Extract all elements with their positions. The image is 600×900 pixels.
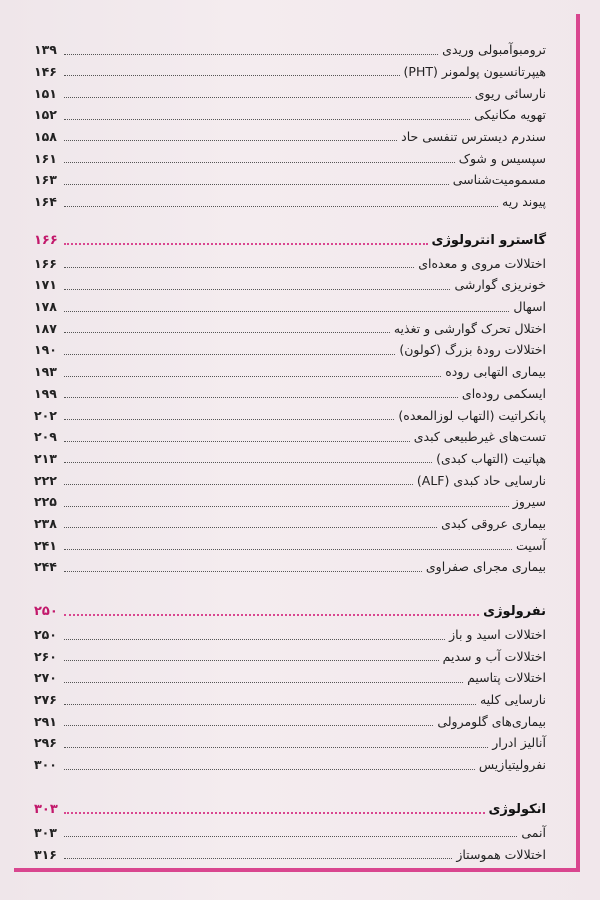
toc-entry[interactable] — [34, 360, 546, 382]
entry-title: نارسایی کلیه — [479, 692, 546, 708]
toc-entry[interactable] — [34, 252, 546, 274]
entry-page-number: ۱۵۱ — [34, 85, 57, 101]
toc-entry[interactable] — [34, 103, 546, 125]
dot-leader — [64, 354, 395, 355]
dot-leader — [64, 206, 498, 207]
entry-page-number: ۲۲۲ — [34, 472, 57, 488]
entry-page-number: ۱۳۹ — [34, 42, 57, 58]
dot-leader — [64, 527, 437, 528]
entry-page-number: ۱۵۸ — [34, 128, 57, 144]
entry-title: سپسیس و شوک — [458, 150, 546, 166]
entry-title: اختلالات مروی و معده‌ای — [418, 255, 546, 271]
toc-entry[interactable] — [34, 403, 546, 425]
section-heading — [34, 793, 546, 821]
dot-leader — [64, 660, 439, 661]
entry-title: آنمی — [521, 824, 546, 840]
entry-title: اختلالات اسید و باز — [449, 627, 546, 642]
entry-title: بیماری عروقی کبدی — [441, 515, 546, 531]
toc-entry[interactable] — [34, 512, 546, 534]
dot-leader — [64, 571, 422, 572]
toc-entry[interactable] — [34, 38, 546, 60]
entry-page-number: ۲۹۶ — [34, 735, 57, 751]
entry-title: پانکراتیت (التهاب لوزالمعده) — [398, 407, 546, 423]
entry-page-number: ۲۷۰ — [34, 670, 57, 686]
toc-entry[interactable] — [34, 125, 546, 147]
toc-entry[interactable] — [34, 382, 546, 404]
toc-entry[interactable] — [34, 688, 546, 710]
entry-page-number: ۳۰۰ — [34, 757, 57, 773]
section-spacer — [34, 212, 546, 224]
entry-page-number: ۱۶۴ — [34, 194, 57, 209]
dot-leader — [64, 484, 413, 485]
entry-title: اختلال تحرک گوارشی و تغذیه — [393, 320, 546, 336]
entry-title: بیماری التهابی روده — [445, 364, 546, 380]
dot-leader — [64, 549, 512, 550]
entry-page-number: ۳۰۳ — [34, 824, 57, 840]
entry-title: بیماری‌های گلومرولی — [437, 713, 546, 729]
entry-title: تهویه مکانیکی — [474, 107, 546, 123]
entry-title: اختلالات هموستاز — [456, 846, 546, 862]
entry-title: سندرم دیسترس تنفسی حاد — [401, 128, 546, 144]
dot-leader — [64, 769, 475, 770]
section-spacer — [34, 577, 546, 595]
entry-title: اختلالات پتاسیم — [467, 670, 546, 686]
toc-entry[interactable] — [34, 468, 546, 490]
dot-leader — [64, 162, 455, 163]
entry-page-number: ۱۹۰ — [34, 342, 57, 358]
entry-page-number: ۲۴۴ — [34, 559, 57, 575]
dot-leader — [64, 704, 476, 705]
entry-page-number: ۱۷۸ — [34, 299, 57, 315]
dot-leader — [64, 639, 445, 640]
entry-page-number: ۲۰۲ — [34, 407, 57, 423]
dot-leader — [64, 614, 479, 616]
toc-entry[interactable] — [34, 190, 546, 212]
toc-entry[interactable] — [34, 842, 546, 864]
toc-entry[interactable] — [34, 666, 546, 688]
entry-page-number: ۱۹۳ — [34, 364, 57, 380]
dot-leader — [64, 332, 390, 333]
entry-page-number: ۲۹۱ — [34, 713, 57, 729]
entry-page-number: ۱۴۶ — [34, 63, 57, 79]
toc-entry[interactable] — [34, 555, 546, 577]
dot-leader — [64, 75, 400, 76]
entry-page-number: ۲۶۰ — [34, 648, 57, 664]
section-page-number: ۱۶۶ — [34, 232, 58, 248]
dot-leader — [64, 140, 397, 141]
toc-entry[interactable] — [34, 317, 546, 339]
dot-leader — [64, 311, 509, 312]
dot-leader — [64, 397, 458, 398]
entry-page-number: ۲۵۰ — [34, 627, 57, 642]
entry-title: هیپرتانسیون پولمونر (PHT) — [403, 63, 546, 79]
entry-page-number: ۲۷۶ — [34, 692, 57, 708]
entry-page-number: ۱۶۱ — [34, 150, 57, 166]
entry-page-number: ۱۷۱ — [34, 277, 57, 293]
entry-title: اختلالات آب و سدیم — [442, 648, 546, 664]
toc-entry[interactable] — [34, 338, 546, 360]
entry-title: نارسایی حاد کبدی (ALF) — [416, 472, 546, 488]
dot-leader — [64, 506, 509, 507]
dot-leader — [64, 376, 441, 377]
section-spacer — [34, 775, 546, 793]
toc-entry[interactable] — [34, 146, 546, 168]
entry-title: ایسکمی روده‌ای — [461, 385, 546, 401]
entry-title: اسهال — [513, 299, 546, 315]
dot-leader — [64, 267, 414, 268]
dot-leader — [64, 858, 452, 859]
toc-entry[interactable] — [34, 821, 546, 843]
entry-page-number: ۱۵۲ — [34, 107, 57, 123]
toc-entry[interactable] — [34, 533, 546, 555]
entry-title: تست‌های غیرطبیعی کبدی — [413, 429, 546, 445]
entry-title: آسیت — [516, 537, 546, 553]
section-heading — [34, 595, 546, 623]
toc-entry[interactable] — [34, 710, 546, 732]
dot-leader — [64, 462, 432, 463]
dot-leader — [64, 119, 470, 120]
entry-page-number: ۲۲۵ — [34, 494, 57, 510]
dot-leader — [64, 441, 410, 442]
toc-entry[interactable] — [34, 425, 546, 447]
dot-leader — [64, 54, 438, 55]
entry-title: اختلالات رودهٔ بزرگ (کولون) — [399, 342, 546, 358]
dot-leader — [64, 725, 433, 726]
section-heading — [34, 224, 546, 252]
entry-page-number: ۱۶۳ — [34, 172, 57, 188]
entry-title: آنالیز ادرار — [492, 735, 546, 751]
section-title: گاسترو انترولوژی — [431, 232, 546, 248]
dot-leader — [64, 747, 488, 748]
toc-entry[interactable] — [34, 623, 546, 645]
entry-title: مسمومیت‌شناسی — [452, 172, 546, 188]
section-title: انکولوژی — [488, 801, 546, 817]
dot-leader — [64, 97, 471, 98]
toc-entry[interactable] — [34, 168, 546, 190]
dot-leader — [64, 184, 449, 185]
entry-title: بیماری مجرای صفراوی — [425, 559, 546, 575]
section-page-number: ۲۵۰ — [34, 603, 58, 619]
entry-title: نارسائی ریوی — [474, 85, 546, 101]
entry-title: هپاتیت (التهاب کبدی) — [436, 450, 546, 466]
dot-leader — [64, 836, 517, 837]
dot-leader — [64, 812, 485, 814]
dot-leader — [64, 289, 450, 290]
entry-page-number: ۲۴۱ — [34, 537, 57, 553]
entry-page-number: ۲۰۹ — [34, 429, 57, 445]
entry-page-number: ۱۸۷ — [34, 320, 57, 336]
entry-page-number: ۲۳۸ — [34, 515, 57, 531]
entry-title: ترومبوآمبولی وریدی — [442, 42, 546, 58]
table-of-contents — [34, 38, 546, 864]
dot-leader — [64, 419, 394, 420]
toc-entry[interactable] — [34, 490, 546, 512]
toc-entry[interactable] — [34, 753, 546, 775]
toc-entry[interactable] — [34, 60, 546, 82]
section-title: نفرولوژی — [483, 603, 546, 619]
toc-entry[interactable] — [34, 273, 546, 295]
dot-leader — [64, 243, 428, 245]
section-page-number: ۳۰۳ — [34, 801, 58, 817]
entry-title: پیوند ریه — [502, 194, 546, 209]
entry-page-number: ۱۶۶ — [34, 255, 57, 271]
entry-title: خونریزی گوارشی — [454, 277, 546, 293]
entry-page-number: ۱۹۹ — [34, 385, 57, 401]
toc-entry[interactable] — [34, 645, 546, 667]
toc-entry[interactable] — [34, 295, 546, 317]
entry-title: نفرولیتیازیس — [478, 757, 546, 773]
entry-page-number: ۲۱۳ — [34, 450, 57, 466]
dot-leader — [64, 682, 463, 683]
toc-entry[interactable] — [34, 731, 546, 753]
entry-page-number: ۳۱۶ — [34, 846, 57, 862]
toc-entry[interactable] — [34, 447, 546, 469]
entry-title: سیروز — [512, 494, 546, 510]
toc-entry[interactable] — [34, 81, 546, 103]
